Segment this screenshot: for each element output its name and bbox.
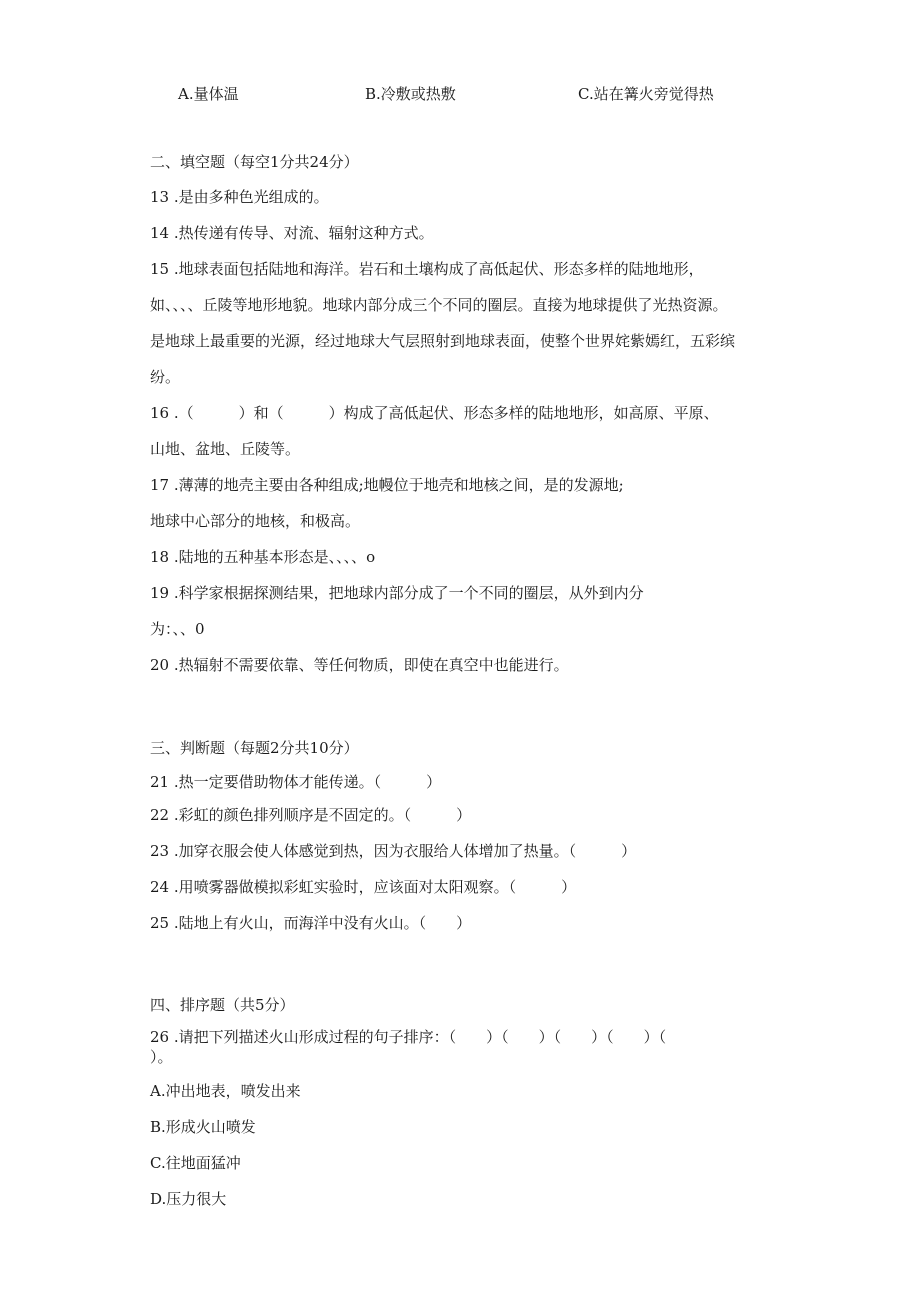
question-22: 22 .彩虹的颜色排列顺序是不固定的。（ ） xyxy=(150,806,472,824)
question-19-line-2: 为：、、0 xyxy=(150,620,205,638)
section-2-heading: 二、填空题（每空1分共24分） xyxy=(150,153,359,171)
question-14: 14 .热传递有传导、对流、辐射这种方式。 xyxy=(150,224,434,242)
question-25: 25 .陆地上有火山，而海洋中没有火山。（ ） xyxy=(150,914,472,932)
option-b: B.冷敷或热敷 xyxy=(365,85,456,103)
sort-option-d: D.压力很大 xyxy=(150,1190,227,1208)
question-15-line-1: 15 .地球表面包括陆地和海洋。岩石和土壤构成了高低起伏、形态多样的陆地地形， xyxy=(150,260,704,278)
question-17-line-2: 地球中心部分的地核，和极高。 xyxy=(150,512,361,530)
question-26-line-1: 26 .请把下列描述火山形成过程的句子排序：（ ）（ ）（ ）（ ）（ xyxy=(150,1028,667,1046)
question-15-line-2: 如、、、、丘陵等地形地貌。地球内部分成三个不同的圈层。直接为地球提供了光热资源。 xyxy=(150,296,728,314)
sort-option-b: B.形成火山喷发 xyxy=(150,1118,256,1136)
question-13: 13 .是由多种色光组成的。 xyxy=(150,188,329,206)
question-23: 23 .加穿衣服会使人体感觉到热，因为衣服给人体增加了热量。（ ） xyxy=(150,842,637,860)
question-19-line-1: 19 .科学家根据探测结果，把地球内部分成了一个不同的圈层，从外到内分 xyxy=(150,584,644,602)
sort-option-c: C.往地面猛冲 xyxy=(150,1154,241,1172)
question-17-line-1: 17 .薄薄的地壳主要由各种组成;地幔位于地壳和地核之间，是的发源地; xyxy=(150,476,624,494)
question-26-line-2: ）。 xyxy=(150,1048,173,1066)
question-15-line-4: 纷。 xyxy=(150,368,181,386)
sort-option-a: A.冲出地表，喷发出来 xyxy=(150,1082,301,1100)
question-24: 24 .用喷雾器做模拟彩虹实验时，应该面对太阳观察。（ ） xyxy=(150,878,577,896)
option-a: A.量体温 xyxy=(178,85,239,103)
question-16-line-2: 山地、盆地、丘陵等。 xyxy=(150,440,301,458)
question-15-line-3: 是地球上最重要的光源，经过地球大气层照射到地球表面，使整个世界姹紫嫣红，五彩缤 xyxy=(150,332,736,350)
section-3-heading: 三、判断题（每题2分共10分） xyxy=(150,739,359,757)
option-c: C.站在篝火旁觉得热 xyxy=(578,85,714,103)
question-21: 21 .热一定要借助物体才能传递。（ ） xyxy=(150,773,442,791)
question-18: 18 .陆地的五种基本形态是、、、、o xyxy=(150,548,376,566)
question-20: 20 .热辐射不需要依靠、等任何物质，即使在真空中也能进行。 xyxy=(150,656,569,674)
section-4-heading: 四、排序题（共5分） xyxy=(150,996,295,1014)
question-16-line-1: 16 .（ ）和（ ）构成了高低起伏、形态多样的陆地地形，如高原、平原、 xyxy=(150,404,719,422)
